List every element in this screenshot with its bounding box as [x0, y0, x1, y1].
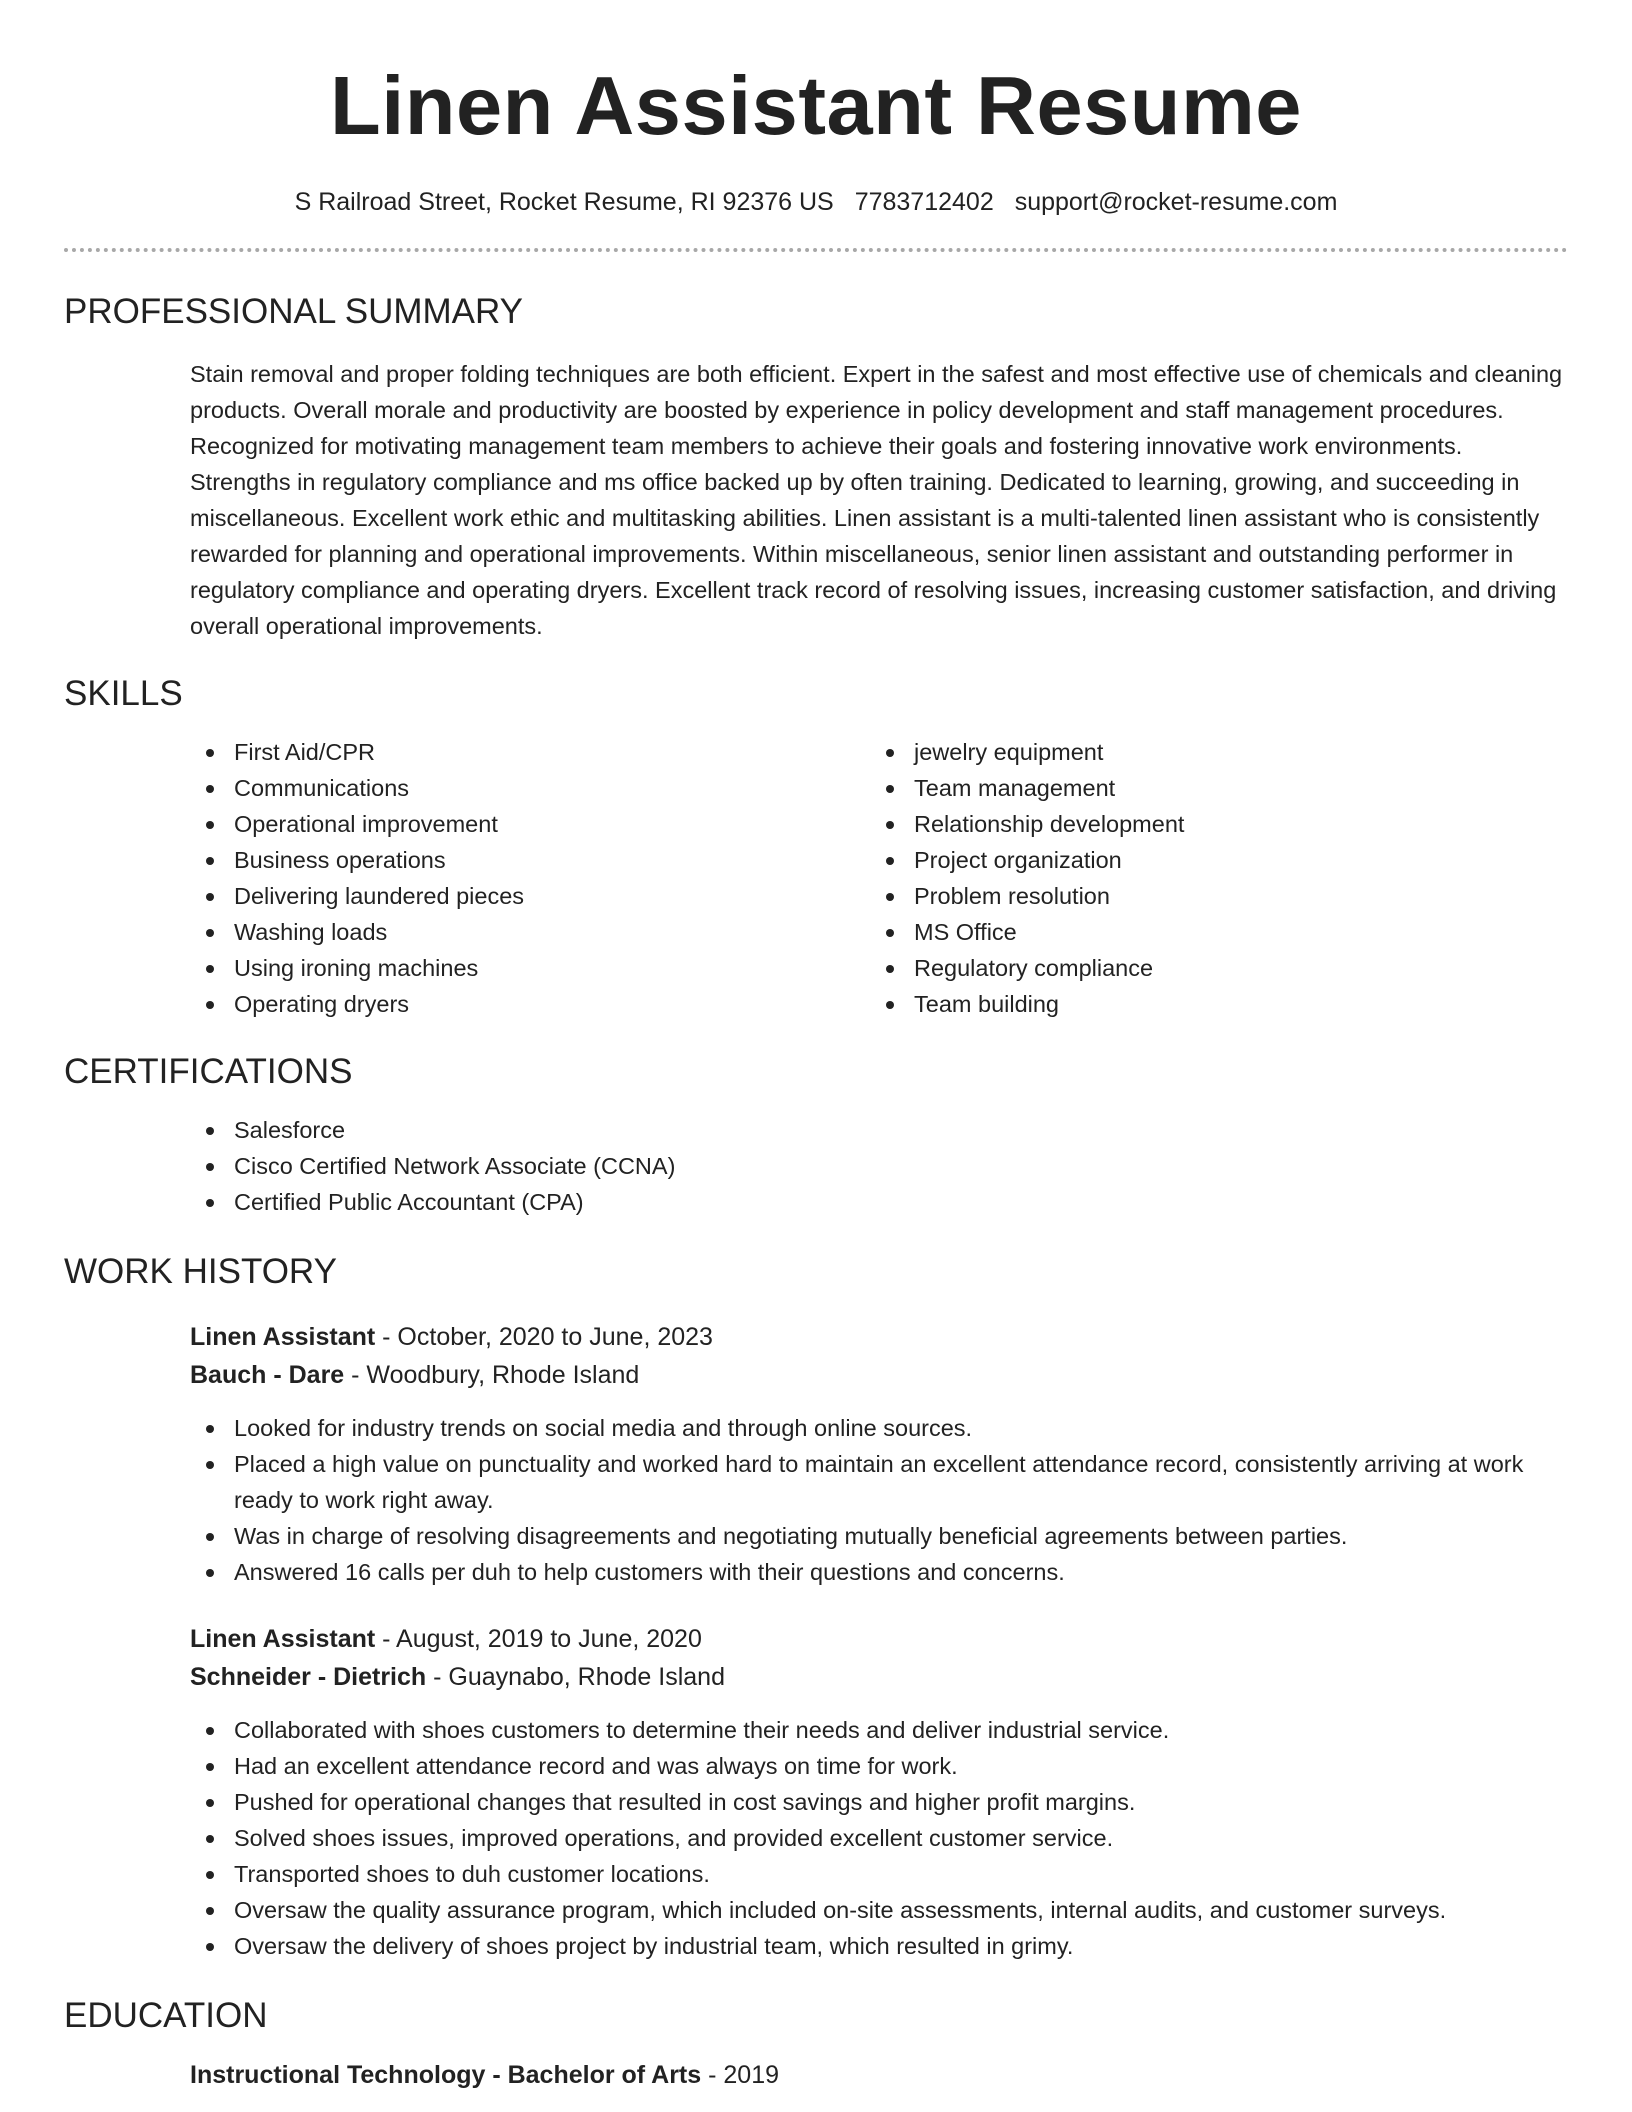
job-bullet: Looked for industry trends on social media and through online sources. — [190, 1410, 1568, 1446]
skill-item: MS Office — [870, 914, 1550, 950]
skill-item: Washing loads — [190, 914, 870, 950]
skill-item: Relationship development — [870, 806, 1550, 842]
header-divider — [64, 248, 1568, 252]
job-bullets — [64, 1410, 1568, 1590]
skill-item: jewelry equipment — [870, 734, 1550, 770]
phone-text: 7783712402 — [854, 188, 994, 216]
address-text: S Railroad Street, Rocket Resume, RI 92376 US — [294, 188, 834, 216]
certifications-section — [64, 1050, 1568, 1220]
summary-heading: PROFESSIONAL SUMMARY — [64, 292, 523, 331]
skill-item: Operational improvement — [190, 806, 870, 842]
skill-item: Regulatory compliance — [870, 950, 1550, 986]
job-bullet: Oversaw the quality assurance program, which included on-site assessments, internal audits, and customer surveys. — [190, 1892, 1568, 1928]
certification-item: Salesforce — [190, 1112, 1568, 1148]
skill-item: Business operations — [190, 842, 870, 878]
skill-item: First Aid/CPR — [190, 734, 870, 770]
certification-item: Certified Public Accountant (CPA) — [190, 1184, 1568, 1220]
job-bullet: Answered 16 calls per duh to help customers with their questions and concerns. — [190, 1554, 1568, 1590]
job-bullets — [64, 1712, 1568, 1964]
job-bullet: Pushed for operational changes that resulted in cost savings and higher profit margins. — [190, 1784, 1568, 1820]
job-company-line — [190, 1356, 1568, 1394]
skills-list-left — [190, 734, 870, 1022]
education-degree: Instructional Technology - Bachelor of Arts — [190, 2061, 702, 2089]
skill-item: Delivering laundered pieces — [190, 878, 870, 914]
job-bullet: Collaborated with shoes customers to determine their needs and deliver industrial service. — [190, 1712, 1568, 1748]
job-location: - Guaynabo, Rhode Island — [426, 1663, 725, 1691]
skills-list-right — [870, 734, 1550, 1022]
education-entry — [190, 2056, 1568, 2094]
job-dates: - October, 2020 to June, 2023 — [375, 1323, 713, 1351]
job-entry — [190, 1620, 1568, 1964]
job-company-line — [190, 1658, 1568, 1696]
skills-heading: SKILLS — [64, 674, 183, 713]
skill-item: Problem resolution — [870, 878, 1550, 914]
job-company: Schneider - Dietrich — [190, 1663, 427, 1691]
job-bullet: Oversaw the delivery of shoes project by industrial team, which resulted in grimy. — [190, 1928, 1568, 1964]
resume-page — [64, 0, 1568, 2094]
skill-item: Team building — [870, 986, 1550, 1022]
skill-item: Using ironing machines — [190, 950, 870, 986]
education-year: - 2019 — [701, 2061, 780, 2089]
work-history-heading: WORK HISTORY — [64, 1252, 337, 1291]
summary-paragraph: Stain removal and proper folding techniques are both efficient. Expert in the safest and most effective use of chemicals and cleaning products. Overall morale and productivity are boosted by experience in policy development and staff management procedures. Recognized for motivating management team members to achieve their goals and fostering innovative work environments. Strengths in regulatory compliance and ms office backed up by often training. Dedicated to learning, growing, and succeeding in miscellaneous. Excellent work ethic and multitasking abilities. Linen assistant is a multi-talented linen assistant who is consistently rewarded for planning and operational improvements. Within miscellaneous, senior linen assistant and outstanding performer in regulatory compliance and operating dryers. Excellent track record of resolving issues, increasing customer satisfaction, and driving overall operational improvements. — [190, 361, 1563, 639]
job-bullet: Had an excellent attendance record and was always on time for work. — [190, 1748, 1568, 1784]
skill-item: Project organization — [870, 842, 1550, 878]
job-bullet: Placed a high value on punctuality and worked hard to maintain an excellent attendance record, consistently arriving at work ready to work right away. — [190, 1446, 1568, 1518]
skill-item: Communications — [190, 770, 870, 806]
work-history-section — [64, 1250, 1568, 1964]
certifications-heading: CERTIFICATIONS — [64, 1052, 353, 1091]
education-heading: EDUCATION — [64, 1996, 268, 2035]
job-bullet: Transported shoes to duh customer locations. — [190, 1856, 1568, 1892]
skills-columns — [190, 734, 1568, 1022]
job-title-line — [190, 1620, 1568, 1658]
job-title: Linen Assistant — [190, 1625, 376, 1653]
resume-title: Linen Assistant Resume — [330, 59, 1302, 152]
job-location: - Woodbury, Rhode Island — [344, 1361, 640, 1389]
education-section — [64, 1994, 1568, 2094]
job-entry — [190, 1318, 1568, 1590]
job-title: Linen Assistant — [190, 1323, 376, 1351]
contact-line — [64, 186, 1568, 218]
job-bullet: Was in charge of resolving disagreements and negotiating mutually beneficial agreements between parties. — [190, 1518, 1568, 1554]
email-text: support@rocket-resume.com — [1014, 188, 1338, 216]
skills-section — [64, 672, 1568, 1022]
job-title-line — [190, 1318, 1568, 1356]
job-company: Bauch - Dare — [190, 1361, 345, 1389]
job-bullet: Solved shoes issues, improved operations, and provided excellent customer service. — [190, 1820, 1568, 1856]
skill-item: Team management — [870, 770, 1550, 806]
job-dates: - August, 2019 to June, 2020 — [375, 1625, 702, 1653]
certification-item: Cisco Certified Network Associate (CCNA) — [190, 1148, 1568, 1184]
certifications-list — [190, 1112, 1568, 1220]
summary-section — [64, 290, 1568, 644]
skill-item: Operating dryers — [190, 986, 870, 1022]
